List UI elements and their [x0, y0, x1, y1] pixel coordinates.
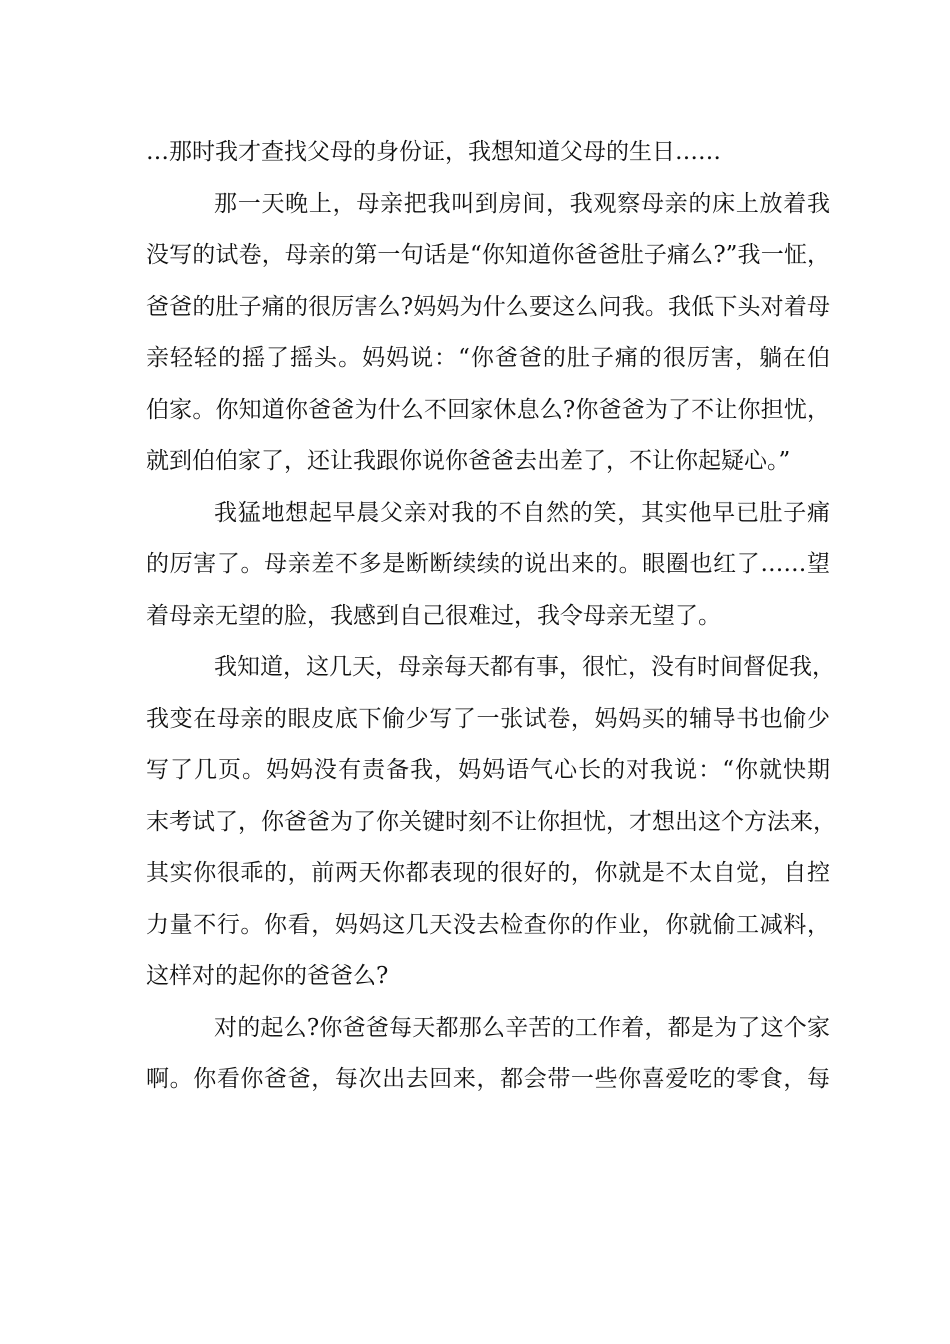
document-body [146, 130, 836, 1109]
text-line-7: 就到伯伯家了，还让我跟你说你爸爸去出差了，不让你起疑心。” [146, 448, 791, 474]
text-line-12: 我变在母亲的眼皮底下偷少写了一张试卷，妈妈买的辅导书也偷少 [146, 705, 830, 732]
text-line-14: 末考试了，你爸爸为了你关键时刻不让你担忧，才想出这个方法来， [146, 808, 836, 835]
text-line-6: 伯家。你知道你爸爸为什么不回家休息么?你爸爸为了不让你担忧， [146, 396, 830, 423]
text-line-15: 其实你很乖的，前两天你都表现的很好的，你就是不太自觉，自控 [146, 860, 830, 886]
text-line-18: 对的起么?你爸爸每天都那么辛苦的工作着，都是为了这个家 [214, 1014, 830, 1041]
text-line-9: 的厉害了。母亲差不多是断断续续的说出来的。眼圈也红了……望 [146, 551, 830, 577]
text-line-10: 着母亲无望的脸，我感到自己很难过，我令母亲无望了。 [146, 602, 721, 629]
text-line-5: 亲轻轻的摇了摇头。妈妈说：“你爸爸的肚子痛的很厉害，躺在伯 [146, 345, 830, 371]
text-line-1: …那时我才查找父母的身份证，我想知道父母的生日…… [146, 139, 721, 165]
text-line-4: 爸爸的肚子痛的很厉害么?妈妈为什么要这么问我。我低下头对着母 [146, 293, 830, 320]
text-line-16: 力量不行。你看，妈妈这几天没去检查你的作业，你就偷工减料， [146, 911, 830, 938]
text-line-3: 没写的试卷，母亲的第一句话是“你知道你爸爸肚子痛么?”我一怔， [146, 242, 830, 268]
text-line-19: 啊。你看你爸爸，每次出去回来，都会带一些你喜爱吃的零食，每 [146, 1066, 830, 1092]
text-line-13: 写了几页。妈妈没有责备我，妈妈语气心长的对我说：“你就快期 [146, 757, 830, 783]
text-line-17: 这样对的起你的爸爸么? [146, 963, 389, 989]
text-line-2: 那一天晚上，母亲把我叫到房间，我观察母亲的床上放着我 [214, 190, 830, 217]
text-line-11: 我知道，这几天，母亲每天都有事，很忙，没有时间督促我， [214, 654, 835, 680]
text-line-8: 我猛地想起早晨父亲对我的不自然的笑，其实他早已肚子痛 [214, 499, 830, 526]
